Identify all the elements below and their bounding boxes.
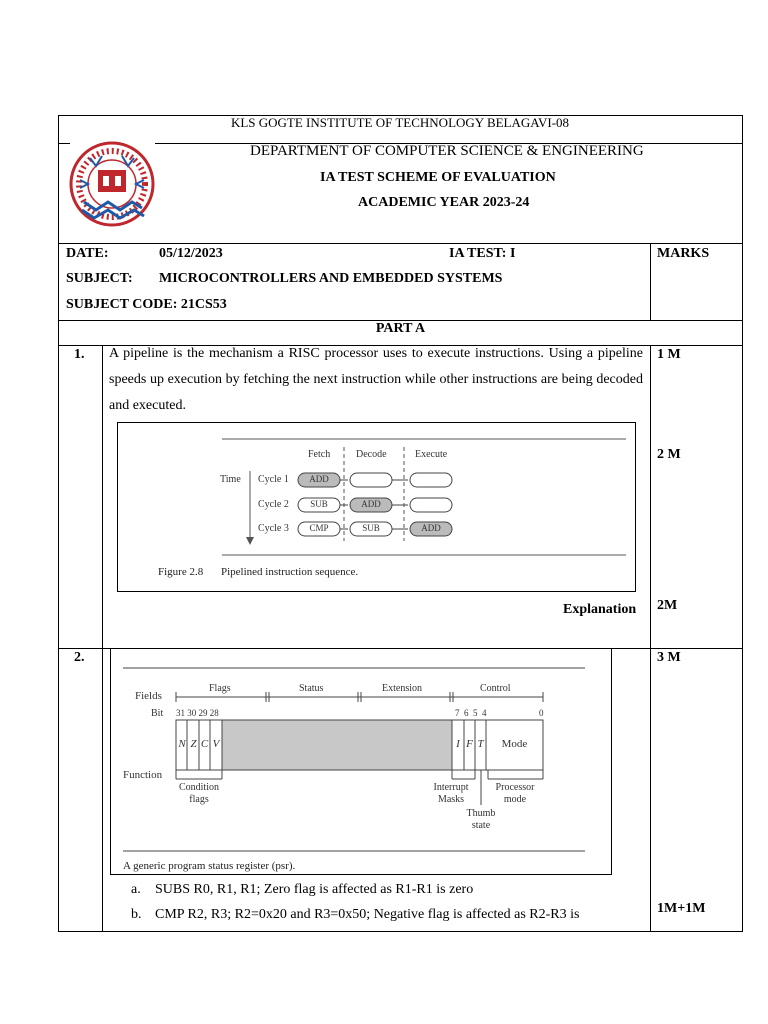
question-1-number: 1. [74, 347, 85, 362]
q2-item-a-text: SUBS R0, R1, R1; Zero flag is affected as R1-R1 is zero [155, 882, 474, 897]
cycle-3-label: Cycle 3 [258, 523, 289, 534]
mode-label: Mode [501, 738, 528, 750]
field-extension: Extension [382, 683, 422, 694]
academic-year: ACADEMIC YEAR 2023-24 [358, 195, 530, 210]
ctrl-f: F [466, 738, 473, 750]
r3-execute: ADD [421, 523, 441, 533]
r2-fetch: SUB [310, 499, 328, 509]
psr-figure [110, 649, 612, 875]
q1-mark-1: 1 M [657, 347, 681, 362]
q1-mark-3: 2M [657, 598, 678, 613]
ctrl-t: T [477, 738, 484, 750]
subject-label: SUBJECT: [66, 271, 133, 286]
question-1-text: A pipeline is the mechanism a RISC processor uses to execute instructions. Using a pipeline speeds up execution by fetching the next instruction while other instructions are being decoded and executed. [109, 346, 643, 413]
processor-mode-label: Processor mode [495, 782, 535, 805]
bit-zero: 0 [539, 708, 544, 718]
q2-item-b-text: CMP R2, R3; R2=0x20 and R3=0x50; Negative flag is affected as R2-R3 is [155, 907, 580, 922]
cycle-1-label: Cycle 1 [258, 474, 289, 485]
q2-item-a-marker: a. [131, 882, 141, 897]
number-col-line [102, 345, 103, 932]
field-status: Status [299, 683, 324, 694]
bits-right: 7 6 5 4 [455, 708, 487, 718]
subject-value: MICROCONTROLLERS AND EMBEDDED SYSTEMS [159, 271, 503, 286]
q1-mark-2: 2 M [657, 447, 681, 462]
fetch-header: Fetch [308, 449, 331, 460]
r3-decode: SUB [362, 523, 380, 533]
part-a-heading: PART A [375, 321, 426, 336]
test-label: IA TEST: I [449, 246, 516, 261]
fields-label: Fields [135, 690, 162, 702]
date-value: 05/12/2023 [159, 246, 223, 261]
bits-left: 31 30 29 28 [176, 708, 219, 718]
header-bottom-line [58, 243, 743, 244]
execute-header: Execute [415, 449, 448, 460]
r3-fetch: CMP [309, 523, 329, 533]
explanation-label: Explanation [563, 602, 637, 617]
decode-header: Decode [356, 449, 387, 460]
scheme-title: IA TEST SCHEME OF EVALUATION [320, 170, 556, 185]
flag-c: C [200, 738, 209, 750]
figure-caption-text: Pipelined instruction sequence. [221, 566, 359, 578]
psr-caption: A generic program status register (psr). [123, 860, 296, 872]
function-label: Function [123, 769, 163, 781]
marks-col-line-top [650, 243, 651, 321]
q2-mark-2: 1M+1M [657, 901, 706, 916]
table-left-border [58, 115, 59, 932]
subject-code: SUBJECT CODE: 21CS53 [66, 297, 227, 312]
condition-flags-label: Condition flags [178, 782, 219, 805]
marks-col-line [650, 345, 651, 932]
institute-name: KLS GOGTE INSTITUTE OF TECHNOLOGY BELAGAVI-08 [230, 115, 570, 130]
table-right-border [742, 115, 743, 932]
figure-caption-number: Figure 2.8 [158, 566, 204, 578]
time-label: Time [220, 474, 241, 485]
bit-label: Bit [151, 708, 164, 719]
department-name: DEPARTMENT OF COMPUTER SCIENCE & ENGINEERING [250, 143, 644, 159]
q2-item-b-marker: b. [131, 907, 142, 922]
pipeline-figure [117, 422, 636, 592]
ctrl-i: I [456, 738, 460, 750]
r2-decode: ADD [361, 499, 381, 509]
q2-mark-1: 3 M [657, 650, 681, 665]
field-flags: Flags [209, 683, 231, 694]
field-control: Control [480, 683, 511, 694]
college-logo [68, 140, 156, 228]
cycle-2-label: Cycle 2 [258, 499, 289, 510]
date-label: DATE: [66, 246, 109, 261]
interrupt-masks-label: Interrupt Masks [433, 782, 469, 805]
table-bottom-border [58, 931, 743, 932]
flag-v: V [212, 738, 220, 750]
thumb-state-label: Thumb state [466, 808, 496, 831]
marks-header: MARKS [657, 246, 710, 261]
flag-n: N [178, 738, 186, 750]
r1-fetch: ADD [309, 474, 329, 484]
flag-z: Z [190, 738, 197, 750]
question-2-number: 2. [74, 650, 85, 665]
